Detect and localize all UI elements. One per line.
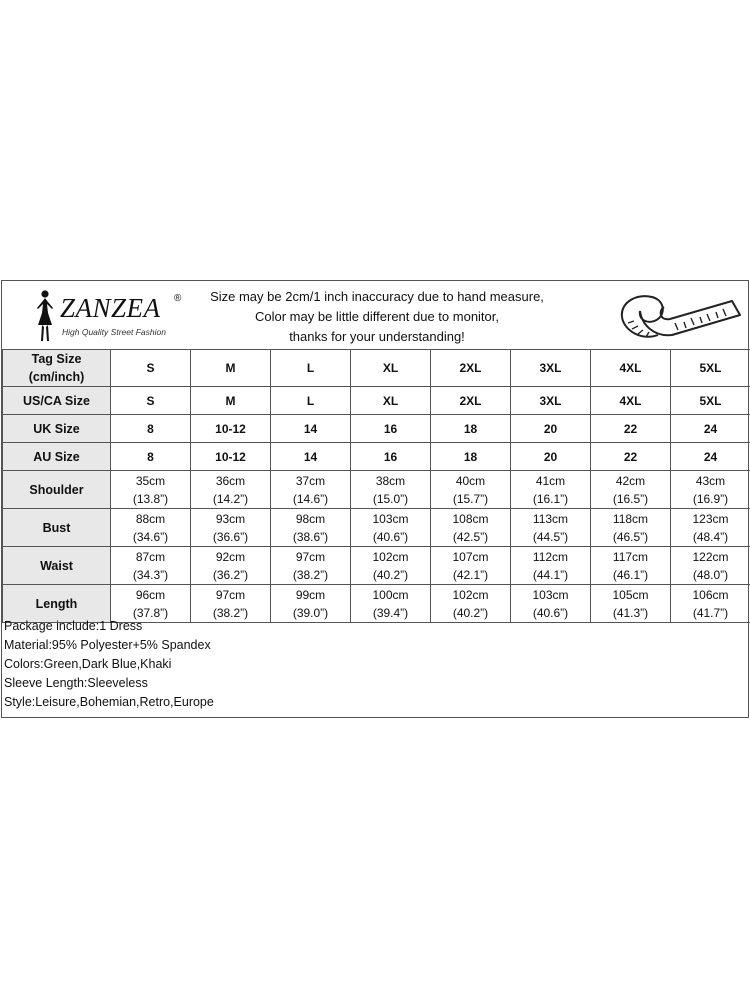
measure-cell <box>351 509 431 547</box>
inch-value: (40.2”) <box>372 567 409 582</box>
inch-value: (42.1”) <box>452 567 489 582</box>
size-cell: 22 <box>591 415 671 443</box>
detail-line: Colors:Green,Dark Blue,Khaki <box>4 657 172 671</box>
inch-value: (14.6”) <box>292 491 329 506</box>
cm-value: 107cm <box>452 549 489 564</box>
measure-cell <box>271 509 351 547</box>
inch-value: (38.2”) <box>292 567 329 582</box>
measure-cell <box>271 547 351 585</box>
size-cell: S <box>111 350 191 387</box>
row-header: Length <box>3 585 111 623</box>
size-cell: 5XL <box>671 350 750 387</box>
measure-cell <box>591 547 671 585</box>
size-cell: 8 <box>111 415 191 443</box>
measure-cell <box>191 471 271 509</box>
inch-value: (44.5”) <box>532 529 569 544</box>
product-details <box>2 617 750 712</box>
measure-cell <box>271 471 351 509</box>
cm-value: 123cm <box>692 511 729 526</box>
uk-size-row <box>3 415 750 443</box>
size-cell: 20 <box>511 415 591 443</box>
inch-value: (40.2”) <box>452 605 489 620</box>
inch-value: (48.4”) <box>692 529 729 544</box>
cm-value: 117cm <box>612 549 649 564</box>
measure-cell <box>191 547 271 585</box>
size-cell: 18 <box>431 415 511 443</box>
cm-value: 106cm <box>692 587 729 602</box>
size-cell: 22 <box>591 443 671 471</box>
bust-row <box>3 509 750 547</box>
cm-value: 41cm <box>535 473 566 488</box>
measure-cell <box>511 509 591 547</box>
brand-logo <box>32 287 192 345</box>
measure-cell <box>431 471 511 509</box>
inch-value: (39.0”) <box>292 605 329 620</box>
size-cell: 24 <box>671 415 750 443</box>
cm-value: 112cm <box>532 549 569 564</box>
size-chart-header <box>2 281 750 350</box>
notice-line: Color may be little different due to monitor, <box>255 309 499 324</box>
inch-value: (46.5”) <box>612 529 649 544</box>
inch-value: (39.4”) <box>372 605 409 620</box>
size-cell: 4XL <box>591 387 671 415</box>
detail-line: Style:Leisure,Bohemian,Retro,Europe <box>4 695 214 709</box>
row-header: Waist <box>3 547 111 585</box>
cm-value: 97cm <box>295 549 326 564</box>
inch-value: (16.5”) <box>612 491 649 506</box>
brand-tagline: High Quality Street Fashion <box>62 327 166 337</box>
inch-value: (15.0”) <box>372 491 409 506</box>
cm-value: 108cm <box>452 511 489 526</box>
cm-value: 97cm <box>215 587 246 602</box>
row-header: Bust <box>3 509 111 547</box>
cm-value: 102cm <box>372 549 409 564</box>
inch-value: (14.2”) <box>212 491 249 506</box>
measure-cell <box>671 547 750 585</box>
size-cell: 16 <box>351 415 431 443</box>
woman-silhouette-icon <box>32 289 58 343</box>
measure-cell <box>111 509 191 547</box>
size-cell: 8 <box>111 443 191 471</box>
size-cell: 3XL <box>511 350 591 387</box>
size-cell: 14 <box>271 443 351 471</box>
row-header: AU Size <box>3 443 111 471</box>
measure-cell <box>111 471 191 509</box>
measure-cell <box>111 547 191 585</box>
inch-value: (38.6”) <box>292 529 329 544</box>
brand-name: ZANZEA <box>60 293 161 323</box>
cm-value: 40cm <box>455 473 486 488</box>
cm-value: 35cm <box>135 473 166 488</box>
inch-value: (34.6”) <box>132 529 169 544</box>
cm-value: 98cm <box>295 511 326 526</box>
inch-value: (41.3”) <box>612 605 649 620</box>
size-cell: XL <box>351 350 431 387</box>
measure-cell <box>511 547 591 585</box>
size-cell: 4XL <box>591 350 671 387</box>
measurement-notice <box>192 287 562 347</box>
size-cell: L <box>271 350 351 387</box>
cm-value: 100cm <box>372 587 409 602</box>
row-header: US/CA Size <box>3 387 111 415</box>
cm-value: 42cm <box>615 473 646 488</box>
cm-value: 122cm <box>692 549 729 564</box>
cm-value: 96cm <box>135 587 166 602</box>
inch-value: (48.0”) <box>692 567 729 582</box>
size-cell: 5XL <box>671 387 750 415</box>
measure-cell <box>591 509 671 547</box>
inch-value: (42.5”) <box>452 529 489 544</box>
inch-value: (15.7”) <box>452 491 489 506</box>
cm-value: 92cm <box>215 549 246 564</box>
detail-line: Material:95% Polyester+5% Spandex <box>4 638 211 652</box>
measure-cell <box>351 547 431 585</box>
cm-value: 103cm <box>532 587 569 602</box>
cm-value: 87cm <box>135 549 166 564</box>
size-cell: XL <box>351 387 431 415</box>
size-cell: 10-12 <box>191 415 271 443</box>
inch-value: (38.2”) <box>212 605 249 620</box>
inch-value: (41.7”) <box>692 605 729 620</box>
row-header-line: (cm/inch) <box>28 370 85 384</box>
inch-value: (36.6”) <box>212 529 249 544</box>
inch-value: (13.8”) <box>132 491 169 506</box>
detail-line: Sleeve Length:Sleeveless <box>4 676 148 690</box>
size-cell: 10-12 <box>191 443 271 471</box>
waist-row <box>3 547 750 585</box>
inch-value: (36.2”) <box>212 567 249 582</box>
measure-cell <box>351 471 431 509</box>
row-header: UK Size <box>3 415 111 443</box>
inch-value: (16.1”) <box>532 491 569 506</box>
cm-value: 93cm <box>215 511 246 526</box>
cm-value: 118cm <box>612 511 649 526</box>
size-cell: 18 <box>431 443 511 471</box>
inch-value: (40.6”) <box>372 529 409 544</box>
cm-value: 36cm <box>215 473 246 488</box>
measure-cell <box>511 471 591 509</box>
measure-cell <box>671 471 750 509</box>
row-header-line: Tag Size <box>31 352 82 366</box>
measure-cell <box>671 509 750 547</box>
tag-size-row <box>3 350 750 387</box>
shoulder-row <box>3 471 750 509</box>
measuring-tape-icon <box>614 285 744 345</box>
au-size-row <box>3 443 750 471</box>
size-cell: 3XL <box>511 387 591 415</box>
size-cell: 14 <box>271 415 351 443</box>
size-cell: 2XL <box>431 387 511 415</box>
size-cell: L <box>271 387 351 415</box>
inch-value: (46.1”) <box>612 567 649 582</box>
notice-line: Size may be 2cm/1 inch inaccuracy due to hand measure, <box>210 289 544 304</box>
cm-value: 38cm <box>375 473 406 488</box>
size-cell: M <box>191 387 271 415</box>
size-cell: S <box>111 387 191 415</box>
row-header: Shoulder <box>3 471 111 509</box>
measure-cell <box>591 471 671 509</box>
row-header <box>3 350 111 387</box>
inch-value: (40.6”) <box>532 605 569 620</box>
size-cell: M <box>191 350 271 387</box>
size-cell: 2XL <box>431 350 511 387</box>
size-chart <box>1 280 749 718</box>
measure-cell <box>191 509 271 547</box>
size-table <box>2 349 750 623</box>
cm-value: 43cm <box>695 473 726 488</box>
inch-value: (34.3”) <box>132 567 169 582</box>
us-ca-size-row <box>3 387 750 415</box>
cm-value: 37cm <box>295 473 326 488</box>
detail-line: Package include:1 Dress <box>4 619 143 633</box>
inch-value: (44.1”) <box>532 567 569 582</box>
size-cell: 24 <box>671 443 750 471</box>
size-cell: 16 <box>351 443 431 471</box>
cm-value: 99cm <box>295 587 326 602</box>
cm-value: 105cm <box>612 587 649 602</box>
registered-mark: ® <box>174 293 182 304</box>
inch-value: (16.9”) <box>692 491 729 506</box>
cm-value: 113cm <box>532 511 569 526</box>
cm-value: 103cm <box>372 511 409 526</box>
cm-value: 102cm <box>452 587 489 602</box>
measure-cell <box>431 547 511 585</box>
size-cell: 20 <box>511 443 591 471</box>
notice-line: thanks for your understanding! <box>289 329 465 344</box>
cm-value: 88cm <box>135 511 166 526</box>
inch-value: (37.8”) <box>132 605 169 620</box>
measure-cell <box>431 509 511 547</box>
